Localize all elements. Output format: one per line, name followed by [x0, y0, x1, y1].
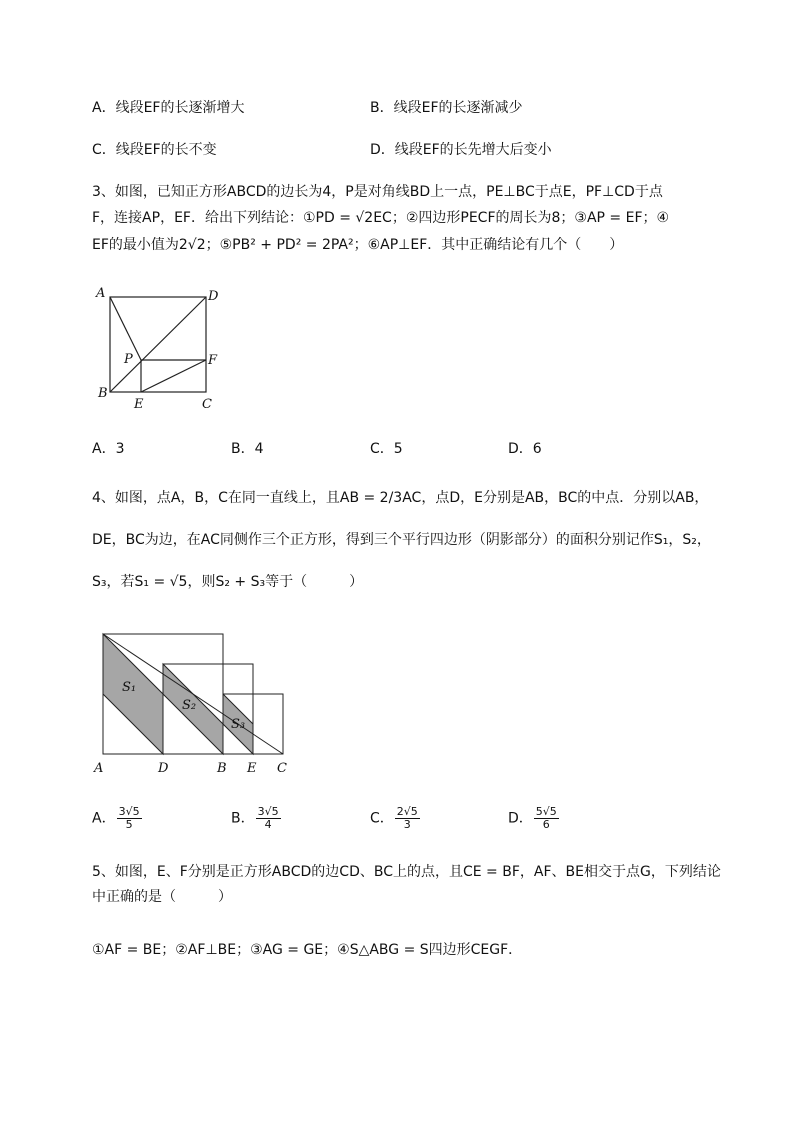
label-s2: S₂ [182, 698, 197, 713]
q4-option-c-fraction [395, 806, 420, 831]
q4-stem-line2: DE，BC为边，在AC同侧作三个正方形，得到三个平行四边形（阴影部分）的面积分别记作S₁，S₂， [92, 532, 711, 548]
q5-stem-line2: 中正确的是（ ） [92, 889, 232, 905]
q3-option-c: C．5 [370, 441, 403, 457]
label-d: D [208, 289, 219, 304]
q3-figure-square [90, 280, 230, 415]
q2-option-c: C．线段EF的长不变 [92, 142, 217, 158]
q3-option-a: A．3 [92, 441, 125, 457]
q4-option-d [508, 806, 560, 831]
label-d: D [158, 761, 169, 776]
q5-statements: ①AF = BE；②AF⊥BE；③AG = GE；④S△ABG = S四边形CEGF． [92, 942, 523, 958]
fraction-numerator: 3√5 [118, 805, 140, 818]
diagonal-bd [110, 297, 206, 392]
q4-option-a-fraction [117, 806, 142, 831]
q4-option-b-letter: B． [231, 810, 255, 827]
label-f: F [208, 353, 218, 368]
label-c: C [202, 397, 212, 412]
label-a: A [94, 761, 104, 776]
q4-stem-line1: 4、如图，点A，B，C在同一直线上，且AB = 2/3AC，点D，E分别是AB，BC的中点．分别以AB， [92, 490, 709, 506]
q4-option-a [92, 806, 143, 831]
q4-option-d-letter: D． [508, 810, 533, 827]
q4-option-b [231, 806, 282, 831]
q2-option-a: A．线段EF的长逐渐增大 [92, 100, 245, 116]
label-c: C [277, 761, 287, 776]
q3-option-d: D．6 [508, 441, 542, 457]
fraction-numerator: 5√5 [535, 805, 557, 818]
label-b: B [98, 386, 108, 401]
fraction-denominator: 4 [264, 818, 272, 831]
label-b: B [217, 761, 227, 776]
label-e: E [134, 397, 144, 412]
q4-option-a-letter: A． [92, 810, 116, 827]
q5-stem-line1: 5、如图，E、F分别是正方形ABCD的边CD、BC上的点，且CE = BF，AF、BE相交于点G，下列结论 [92, 864, 721, 880]
fraction-denominator: 6 [542, 818, 550, 831]
segment-ap [110, 297, 141, 360]
label-e: E [247, 761, 257, 776]
q4-option-b-fraction [256, 806, 281, 831]
fraction-denominator: 5 [125, 818, 133, 831]
fraction-numerator: 2√5 [396, 805, 418, 818]
q4-stem-line3: S₃，若S₁ = √5，则S₂ + S₃等于（ ） [92, 574, 364, 590]
label-s1: S₁ [122, 680, 137, 695]
q4-option-c-letter: C． [370, 810, 394, 827]
q3-option-b: B．4 [231, 441, 264, 457]
fraction-denominator: 3 [403, 818, 411, 831]
label-s3: S₃ [231, 717, 246, 732]
q4-figure-squares [90, 628, 300, 778]
segment-ef [141, 360, 206, 392]
q2-option-d: D．线段EF的长先增大后变小 [370, 142, 552, 158]
q4-option-d-fraction [534, 806, 559, 831]
fraction-numerator: 3√5 [257, 805, 279, 818]
label-a: A [96, 286, 106, 301]
q2-option-b: B．线段EF的长逐渐减少 [370, 100, 523, 116]
label-p: P [124, 352, 133, 367]
q3-stem-line1: 3、如图，已知正方形ABCD的边长为4，P是对角线BD上一点，PE⊥BC于点E，PF⊥CD于点 [92, 184, 663, 200]
q4-option-c [370, 806, 421, 831]
q3-stem-line2: F，连接AP，EF．给出下列结论：①PD = √2EC；②四边形PECF的周长为8；③AP = EF；④ [92, 210, 670, 226]
q3-stem-line3: EF的最小值为2√2；⑤PB² + PD² = 2PA²；⑥AP⊥EF．其中正确结论有几个（ ） [92, 237, 624, 253]
